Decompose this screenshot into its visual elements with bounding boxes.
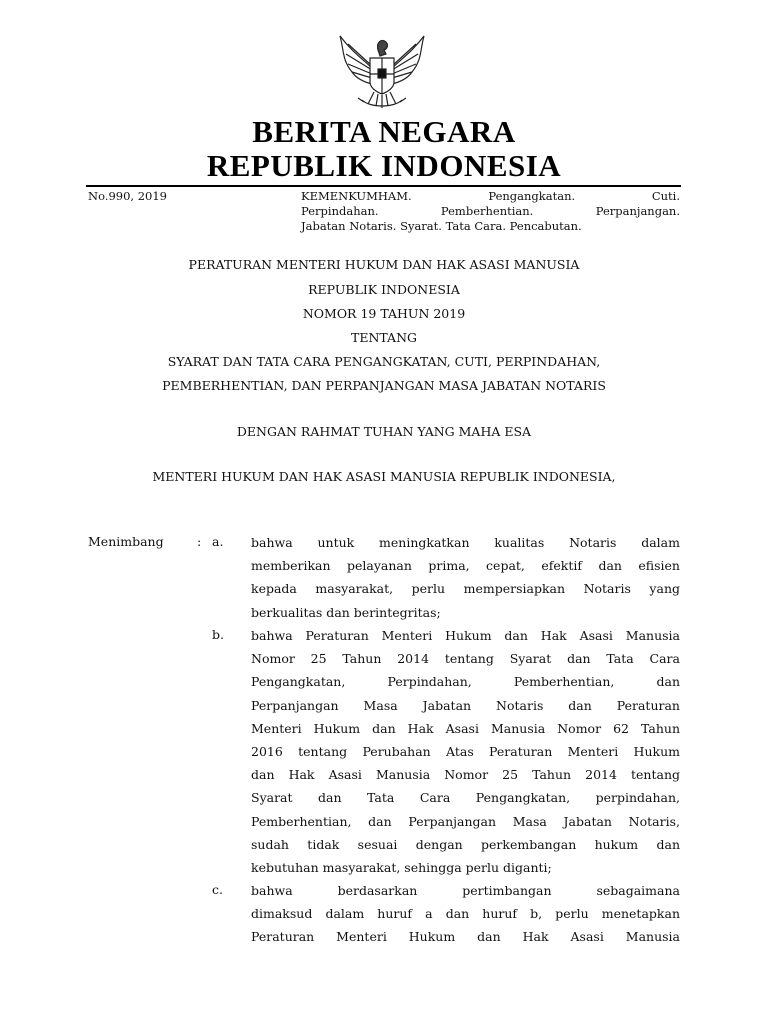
regulation-subject: SYARAT DAN TATA CARA PENGANGKATAN, CUTI, PERPINDAHAN, — [167, 354, 601, 369]
text-line: Nomor 25 Tahun 2014 tentang Syarat dan Tata Cara — [251, 651, 680, 667]
masthead-divider — [86, 185, 681, 187]
text-line: Perpanjangan Masa Jabatan Notaris dan Peraturan — [251, 697, 680, 713]
keywords-line: Perpindahan. Pemberhentian. Perpanjangan. — [301, 204, 680, 218]
minister-line: MENTERI HUKUM DAN HAK ASASI MANUSIA REPUBLIK INDONESIA, — [152, 469, 616, 484]
text-line: kebutuhan masyarakat, sehingga perlu diganti; — [251, 859, 552, 875]
regulation-about: TENTANG — [350, 330, 417, 345]
regulation-number: NOMOR 19 TAHUN 2019 — [302, 306, 466, 321]
item-letter: a. — [212, 534, 224, 549]
gazette-keywords — [301, 189, 680, 234]
text-line: 2016 tentang Perubahan Atas Peraturan Menteri Hukum — [251, 743, 680, 759]
text-line: dimaksud dalam huruf a dan huruf b, perlu menetapkan — [251, 906, 680, 922]
text-line: bahwa untuk meningkatkan kualitas Notaris dalam — [251, 535, 680, 550]
regulation-subject: PEMBERHENTIAN, DAN PERPANJANGAN MASA JABATAN NOTARIS — [162, 378, 606, 393]
grace-clause: DENGAN RAHMAT TUHAN YANG MAHA ESA — [236, 424, 532, 439]
text-line: bahwa berdasarkan pertimbangan sebagaimana — [251, 883, 680, 898]
text-line: memberikan pelayanan prima, cepat, efektif dan efisien — [251, 558, 680, 574]
keywords-line: KEMENKUMHAM. Pengangkatan. Cuti. — [301, 189, 680, 203]
gazette-number: No.990, 2019 — [88, 189, 167, 203]
keywords-line: Jabatan Notaris. Syarat. Tata Cara. Pencabutan. — [301, 219, 582, 233]
text-line: Menteri Hukum dan Hak Asasi Manusia Nomor 62 Tahun — [251, 720, 680, 736]
masthead-title: BERITA NEGARA — [252, 114, 516, 149]
masthead-subtitle: REPUBLIK INDONESIA — [206, 148, 562, 183]
considerations-label: Menimbang — [88, 534, 164, 549]
text-line: Pengangkatan, Perpindahan, Pemberhentian, dan — [251, 674, 680, 690]
consideration-item-a — [251, 531, 680, 624]
text-line: dan Hak Asasi Manusia Nomor 25 Tahun 2014 tentang — [251, 767, 680, 783]
consideration-item-b — [251, 624, 680, 879]
item-letter: c. — [212, 882, 223, 897]
considerations-colon: : — [197, 534, 202, 549]
regulation-country: REPUBLIK INDONESIA — [308, 282, 460, 297]
text-line: kepada masyarakat, perlu mempersiapkan Notaris yang — [251, 581, 680, 597]
text-line: berkualitas dan berintegritas; — [251, 604, 441, 620]
text-line: bahwa Peraturan Menteri Hukum dan Hak Asasi Manusia — [251, 628, 680, 643]
regulation-title: PERATURAN MENTERI HUKUM DAN HAK ASASI MANUSIA — [188, 257, 580, 272]
text-line: Syarat dan Tata Cara Pengangkatan, perpindahan, — [251, 790, 680, 806]
item-letter: b. — [212, 627, 224, 642]
text-line: Peraturan Menteri Hukum dan Hak Asasi Manusia — [251, 929, 680, 945]
text-line: Pemberhentian, dan Perpanjangan Masa Jabatan Notaris, — [251, 813, 680, 829]
text-line: sudah tidak sesuai dengan perkembangan hukum dan — [251, 836, 680, 852]
consideration-item-c — [251, 879, 680, 949]
garuda-emblem-icon — [334, 30, 430, 112]
